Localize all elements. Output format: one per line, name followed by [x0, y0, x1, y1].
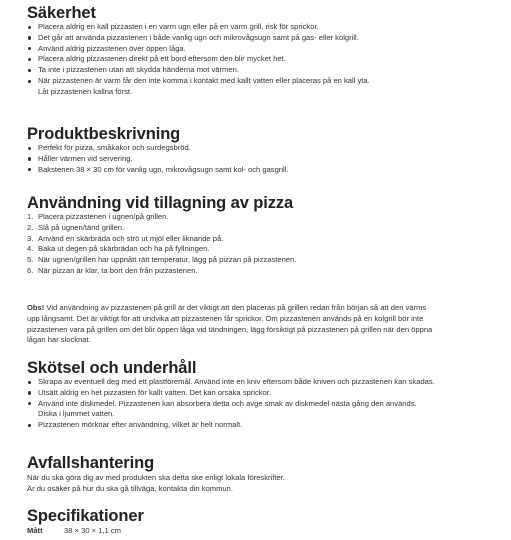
step-text: Slå på ugnen/tänd grillen.: [38, 222, 125, 232]
care-heading: Skötsel och underhåll: [27, 359, 197, 377]
list-item: Placera aldrig en kall pizzasten i en varm ugn eller på en varm grill, risk för sprickor.: [27, 22, 497, 33]
step-text: Använd en skärbräda och strö ut mjöl eller liknande på.: [38, 233, 224, 243]
note-label: Obs!: [27, 303, 45, 312]
step-item: [27, 244, 497, 255]
step-number: 1.: [27, 212, 34, 221]
list-item: När pizzastenen är varm får den inte komma i kontakt med kallt vatten eller placeras på en kall yta. Låt pizzastenen kallna först.: [27, 76, 497, 98]
safety-heading: Säkerhet: [27, 4, 96, 22]
step-item: [27, 212, 497, 223]
step-number: 5.: [27, 255, 34, 265]
usage-heading: Användning vid tillagning av pizza: [27, 194, 294, 212]
spec-value: 38 × 30 × 1,1 cm: [64, 526, 121, 535]
list-item: Utsätt aldrig en het pizzasten för kallt vatten. Det kan orsaka sprickor.: [27, 388, 497, 399]
specs-heading: Specifikationer: [27, 507, 144, 525]
step-item: [27, 266, 497, 277]
list-item: Håller värmen vid servering.: [27, 154, 497, 165]
step-item: [27, 255, 497, 266]
list-item: Perfekt för pizza, småkakor och surdegsbröd.: [27, 143, 497, 154]
care-list: [27, 377, 497, 431]
list-item: Ta inte i pizzastenen utan att skydda händerna mot värmen.: [27, 65, 497, 76]
step-item: [27, 223, 497, 234]
list-item: Placera aldrig pizzastenen direkt på ett bord eftersom den blir mycket het.: [27, 54, 497, 65]
list-item: Använd aldrig pizzastenen över öppen låga.: [27, 44, 497, 55]
safety-list: [27, 22, 497, 98]
list-item: Använd inte diskmedel. Pizzastenen kan absorbera detta och avge smak av diskmedel nästa gång den används. Diska i ljummet vatten.: [27, 399, 497, 421]
spec-label: Mått: [27, 526, 43, 535]
list-item: Bakstenen 38 × 30 cm för vanlig ugn, mikrovågsugn samt kol- och gasgrill.: [27, 165, 497, 176]
list-item: Skrapa av eventuell deg med ett plastföremål. Använd inte en kniv eftersom både kniven och pizzastenen kan skadas.: [27, 377, 497, 388]
usage-steps: [27, 212, 497, 277]
step-number: 3.: [27, 233, 34, 243]
step-text: När pizzan är klar, ta bort den från pizzastenen.: [38, 265, 198, 275]
list-item: Pizzastenen mörknar efter användning, vilket är helt normalt.: [27, 420, 497, 431]
step-item: [27, 234, 497, 245]
step-text: Placera pizzastenen i ugnen/på grillen.: [38, 212, 169, 221]
disposal-heading: Avfallshantering: [27, 454, 155, 472]
step-number: 2.: [27, 222, 34, 232]
step-number: 4.: [27, 244, 34, 254]
spec-row-dimensions: [27, 526, 121, 537]
list-item: Det går att använda pizzastenen i både vanlig ugn och mikrovågsugn samt på gas- eller kolgrill.: [27, 33, 497, 44]
usage-note: [27, 303, 489, 346]
step-text: När ugnen/grillen har uppnått rätt temperatur, lägg på pizzan på pizzastenen.: [38, 255, 297, 265]
product-heading: Produktbeskrivning: [27, 125, 181, 143]
note-text: Vid användning av pizzastenen på grill är det viktigt att den placeras på grillen redan från början så att den värms upp långsamt. Det är viktigt för att undvika att pizzastenen får sprickor. Om pizzastenen används på en kolgrill bör inte pizzastenen vara på grillen om det blir öppen låga vid tändningen, lägg försiktigt på pizzastenen på grillen när den öppna lågan har slocknat.: [27, 303, 433, 345]
product-list: [27, 143, 497, 175]
disposal-text: När du ska göra dig av med produkten ska detta ske enligt lokala föreskrifter. Är du osäker på hur du ska gå tillväga, kontakta din kommun.: [27, 473, 285, 493]
step-number: 6.: [27, 265, 34, 275]
step-text: Baka ut degen på skärbrädan och ha på fyllningen.: [38, 244, 210, 254]
